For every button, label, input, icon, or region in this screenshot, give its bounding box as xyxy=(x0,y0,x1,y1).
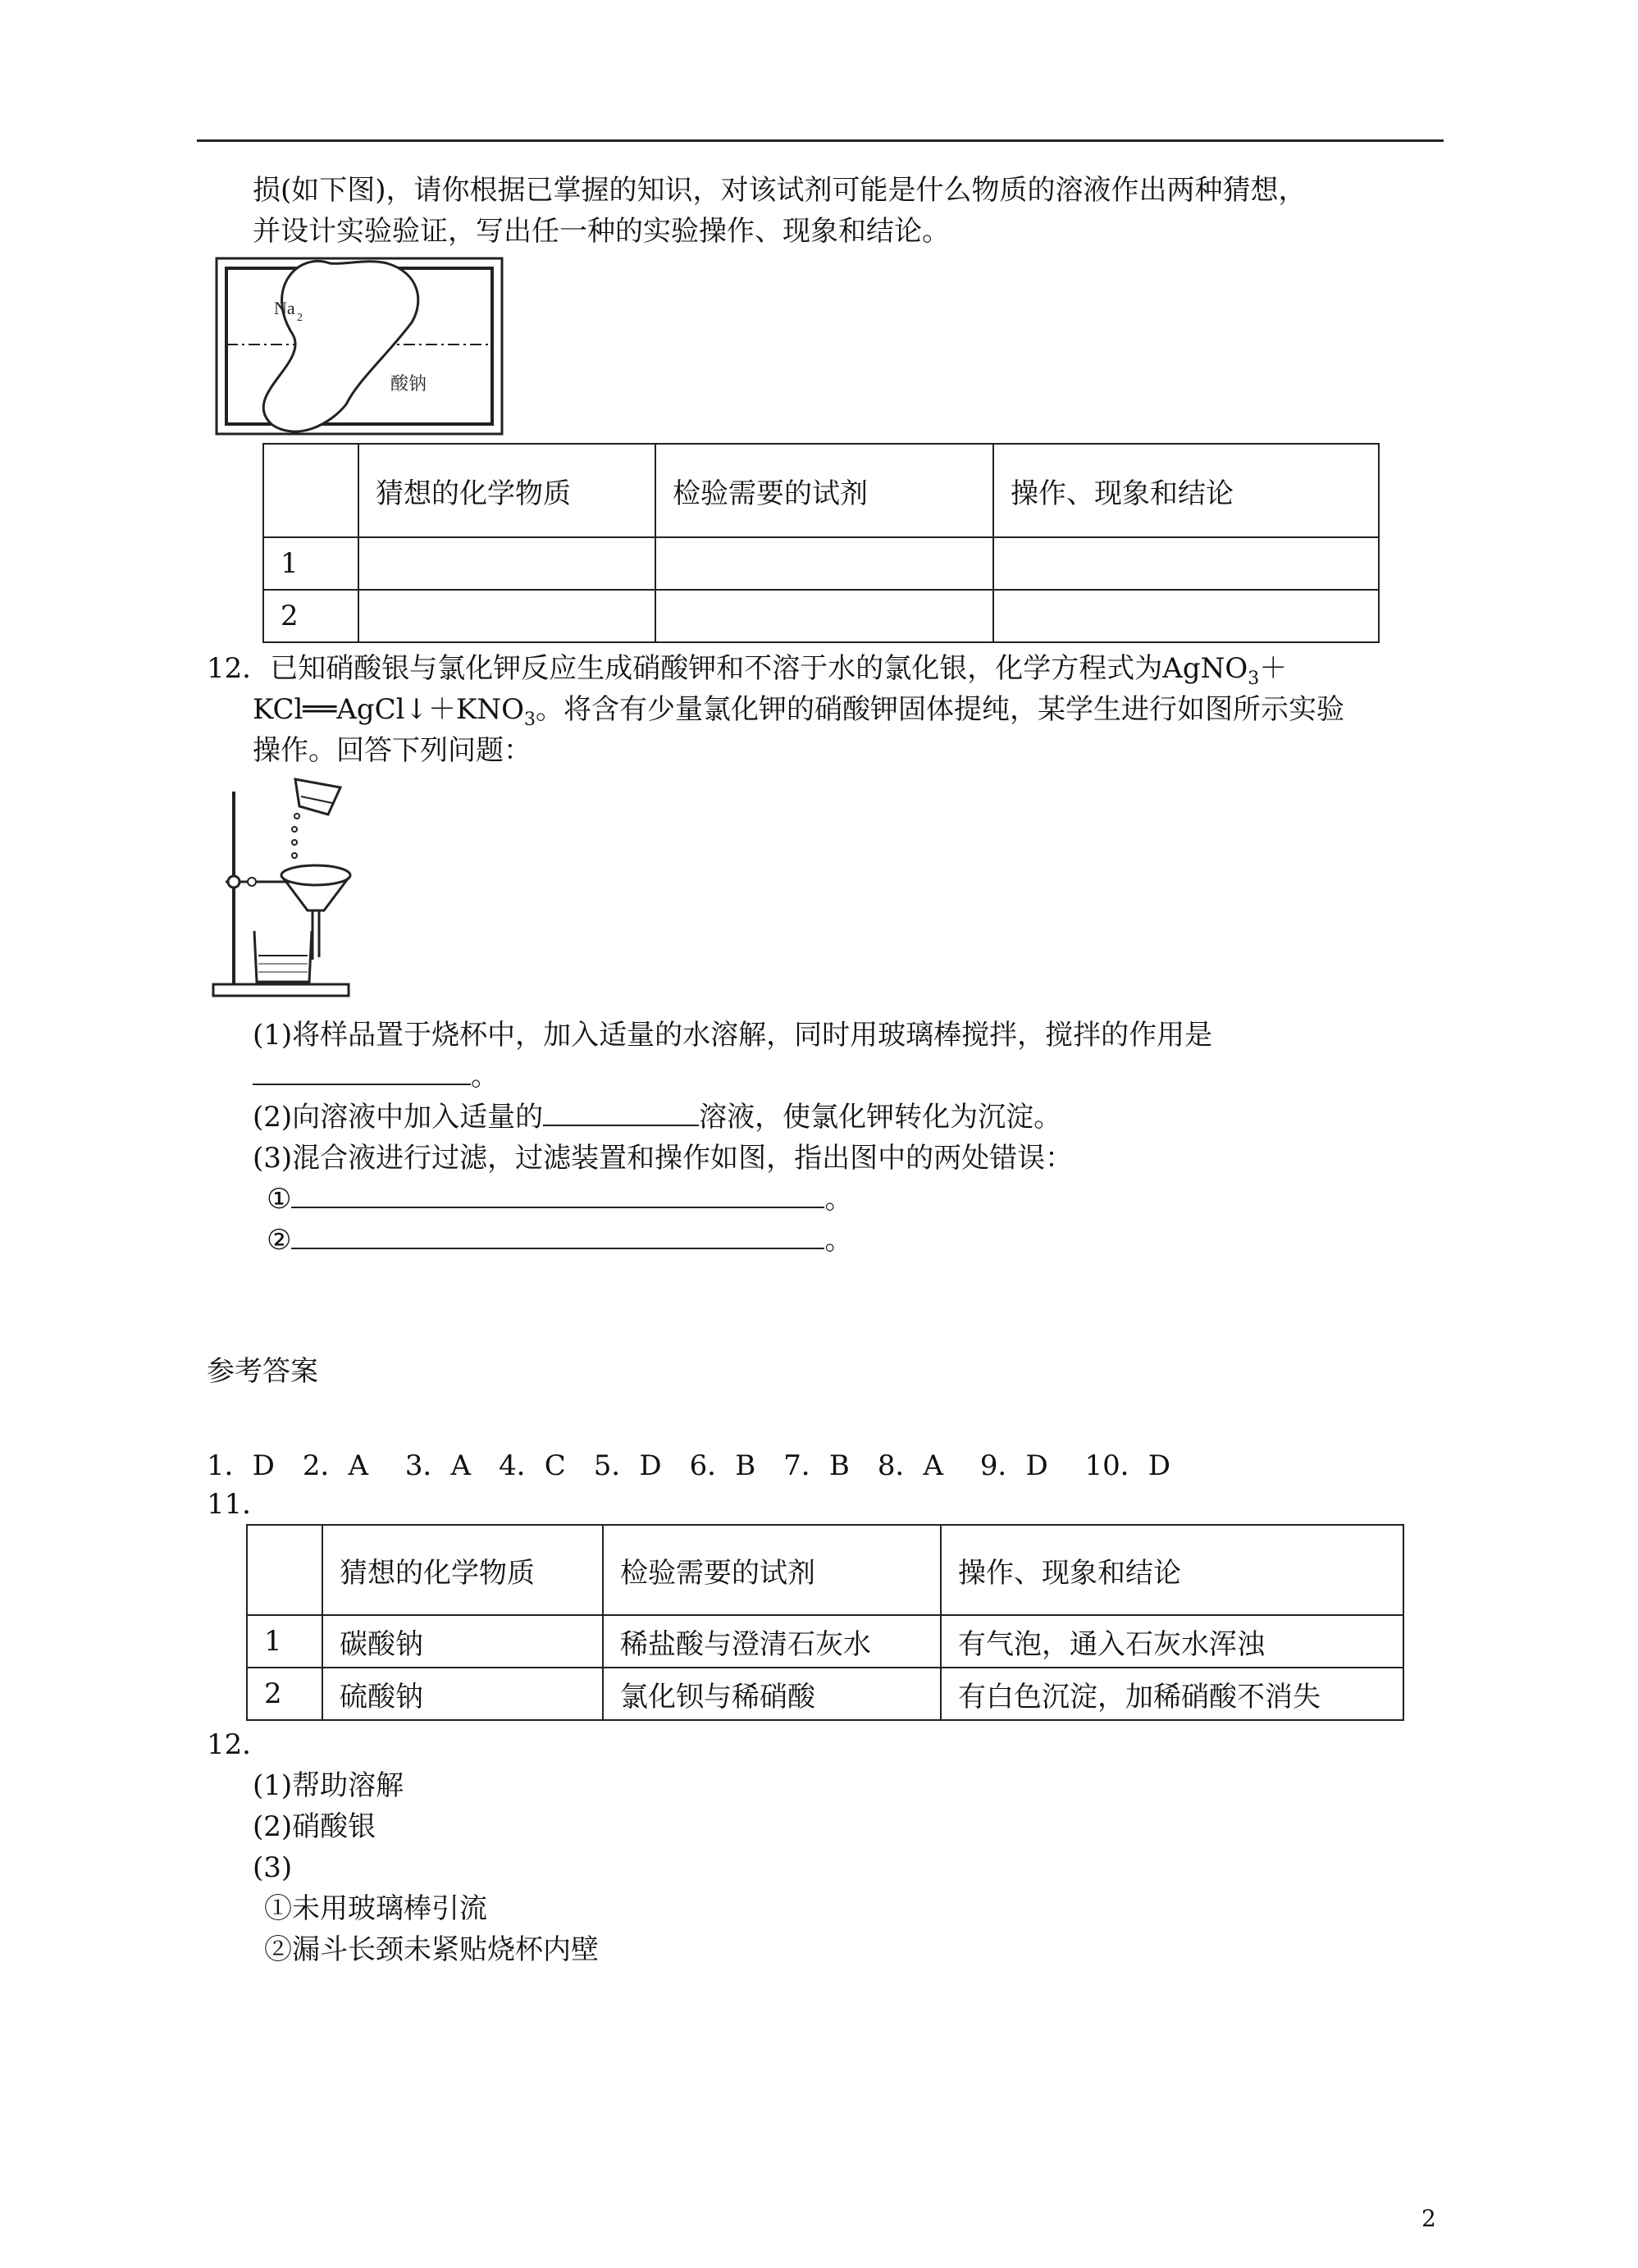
q12-equation: KCl══AgCl↓＋KNO xyxy=(253,693,525,726)
answers-q11-table xyxy=(246,1524,1404,1721)
table-cell xyxy=(358,537,655,590)
reagent-label-figure xyxy=(215,257,504,436)
table-cell xyxy=(247,1525,322,1615)
q12-line3: 操作。回答下列问题： xyxy=(253,734,532,767)
filtration-apparatus-figure xyxy=(209,767,353,1005)
q12-formula-sub: 3 xyxy=(1248,668,1260,689)
q12-line1 xyxy=(207,650,1287,697)
label-na-sub: 2 xyxy=(297,312,303,324)
q12-error1 xyxy=(267,1181,852,1217)
error1-marker: ① xyxy=(267,1183,292,1216)
q12-part1-end: 。 xyxy=(471,1060,499,1093)
table-cell: 2 xyxy=(263,590,358,642)
table-cell: 有气泡，通入石灰水浑浊 xyxy=(941,1615,1403,1668)
table-cell: 稀盐酸与澄清石灰水 xyxy=(603,1615,941,1668)
table-row xyxy=(247,1668,1403,1720)
q12-part1: (1)将样品置于烧杯中，加入适量的水溶解，同时用玻璃棒搅拌，搅拌的作用是 xyxy=(253,1019,1213,1052)
answers-heading: 参考答案 xyxy=(207,1355,318,1388)
table-cell: 2 xyxy=(247,1668,322,1720)
error1-end: 。 xyxy=(824,1183,853,1216)
q12-part2 xyxy=(253,1099,1061,1135)
table-header: 检验需要的试剂 xyxy=(603,1525,941,1615)
q11-blank-table xyxy=(262,443,1380,643)
q12-plus: ＋ xyxy=(1259,652,1288,685)
table-cell xyxy=(358,590,655,642)
table-header: 猜想的化学物质 xyxy=(358,444,655,537)
table-cell xyxy=(655,590,993,642)
header-rule xyxy=(197,139,1444,142)
answer-12-2: (2)硝酸银 xyxy=(253,1810,376,1843)
table-cell: 碳酸钠 xyxy=(322,1615,603,1668)
table-header: 猜想的化学物质 xyxy=(322,1525,603,1615)
answer-12-3-2: ②漏斗长颈未紧贴烧杯内壁 xyxy=(264,1933,599,1966)
answers-q11-label: 11． xyxy=(207,1488,271,1521)
error2-marker: ② xyxy=(267,1224,292,1257)
q12-error2 xyxy=(267,1222,852,1258)
answer-blank-2[interactable] xyxy=(543,1100,699,1126)
table-cell: 氯化钡与稀硝酸 xyxy=(603,1668,941,1720)
table-cell xyxy=(263,444,358,537)
q11-line2: 并设计实验验证，写出任一种的实验操作、现象和结论。 xyxy=(253,215,950,248)
label-bottom-text: 酸钠 xyxy=(390,374,427,395)
table-cell xyxy=(655,537,993,590)
table-header: 操作、现象和结论 xyxy=(993,444,1379,537)
q12-line1-text: 12．已知硝酸银与氯化钾反应生成硝酸钾和不溶于水的氯化银，化学方程式为 xyxy=(207,652,1163,685)
table-cell xyxy=(993,537,1379,590)
table-cell: 有白色沉淀，加稀硝酸不消失 xyxy=(941,1668,1403,1720)
answers-multiple-choice: 1．D 2．A 3．A 4．C 5．D 6．B 7．B 8．A 9．D 10．D xyxy=(207,1449,1171,1482)
q12-line2 xyxy=(253,691,1344,738)
label-na-text: Na xyxy=(274,298,295,318)
table-row xyxy=(247,1615,1403,1668)
table-cell: 硫酸钠 xyxy=(322,1668,603,1720)
table-cell: 1 xyxy=(247,1615,322,1668)
q12-formula: AgNO xyxy=(1162,652,1248,685)
page-number: 2 xyxy=(1421,2205,1436,2232)
q12-part2-end: 溶液，使氯化钾转化为沉淀。 xyxy=(699,1101,1062,1134)
answer-12-3: (3) xyxy=(253,1851,293,1884)
answer-12-1: (1)帮助溶解 xyxy=(253,1769,404,1802)
answer-blank-3[interactable] xyxy=(291,1182,824,1208)
q12-part2-text: (2)向溶液中加入适量的 xyxy=(253,1101,544,1134)
table-header: 操作、现象和结论 xyxy=(941,1525,1403,1615)
error2-end: 。 xyxy=(824,1224,853,1257)
answers-q12-label: 12． xyxy=(207,1728,271,1761)
q12-equation-sub: 3 xyxy=(524,709,536,730)
table-cell: 1 xyxy=(263,537,358,590)
answer-12-3-1: ①未用玻璃棒引流 xyxy=(264,1892,487,1925)
q12-part3: (3)混合液进行过滤，过滤装置和操作如图，指出图中的两处错误： xyxy=(253,1142,1074,1175)
table-cell xyxy=(993,590,1379,642)
table-header: 检验需要的试剂 xyxy=(655,444,993,537)
q12-line2-text: 。将含有少量氯化钾的硝酸钾固体提纯，某学生进行如图所示实验 xyxy=(536,693,1345,726)
q12-part1-blank-line xyxy=(253,1058,499,1094)
answer-blank-1[interactable] xyxy=(253,1059,471,1085)
q11-line1: 损(如下图)，请你根据已掌握的知识，对该试剂可能是什么物质的溶液作出两种猜想， xyxy=(253,174,1307,207)
answer-blank-4[interactable] xyxy=(291,1223,824,1249)
